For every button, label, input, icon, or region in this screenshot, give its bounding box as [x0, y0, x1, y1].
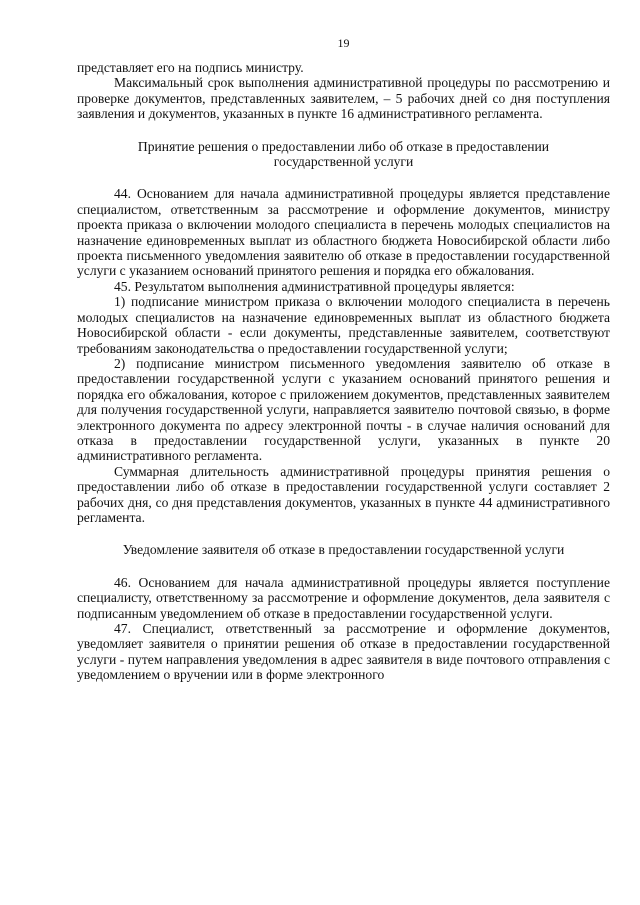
paragraph-45-item-2: 2) подписание министром письменного уведомления заявителю об отказе в предоставлении государственной услуги с указанием оснований принятого решения и порядка его обжалования, которое с приложением документов, представленных заявителем для получения государственной услуги, направляется заявителю почтовой связью, в форме электронного документа по адресу электронной почты - в случае наличия оснований для отказа в предоставлении государственной услуги, указанных в пункте 20 административного регламента. [77, 355, 610, 464]
document-page [77, 36, 610, 683]
paragraph-45: 45. Результатом выполнения административной процедуры является: [114, 278, 515, 294]
paragraph-max-duration: Максимальный срок выполнения административной процедуры по рассмотрению и проверке документов, представленных заявителем, – 5 рабочих дней со дня поступления заявления и документов, указанных в пункте 16 административного регламента. [77, 75, 610, 122]
paragraph-continuation: представляет его на подпись министру. [77, 60, 304, 75]
paragraph-44: 44. Основанием для начала административной процедуры является представление специалистом, ответственным за рассмотрение и оформление документов, министру проекта приказа о включении молодого специалиста в перечень молодых специалистов на назначение единовременных выплат из областного бюджета Новосибирской области либо проекта письменного уведомления заявителю об отказе в предоставлении государственной услуги с указанием оснований принятого решения и порядка его обжалования. [77, 186, 610, 279]
paragraph-47: 47. Специалист, ответственный за рассмотрение и оформление документов, уведомляет заявителя о принятии решения об отказе в предоставлении государственной услуги - путем направления уведомления в адрес заявителя в виде почтового отправления с уведомлением о вручении или в форме электронного [77, 621, 610, 683]
section-heading-decision: Принятие решения о предоставлении либо об отказе в предоставлении государственной услуги [137, 138, 550, 170]
page-number: 19 [337, 36, 350, 50]
paragraph-total-duration: Суммарная длительность административной процедуры принятия решения о предоставлении либо об отказе в предоставлении государственной услуги составляет 2 рабочих дня, со дня представления документов, указанных в пункте 44 административного регламента. [77, 463, 610, 525]
paragraph-45-item-1: 1) подписание министром приказа о включении молодого специалиста в перечень молодых специалистов на назначение единовременных выплат из областного бюджета Новосибирской области - если документы, представленные заявителем, соответствуют требованиям законодательства о предоставлении государственной услуги; [77, 294, 610, 356]
section-heading-notification: Уведомление заявителя об отказе в предоставлении государственной услуги [122, 542, 565, 558]
paragraph-46: 46. Основанием для начала административной процедуры является поступление специалисту, ответственному за рассмотрение и оформление документов, дела заявителя с подписанным уведомлением об отказе в предоставлении государственной услуги. [77, 574, 610, 621]
